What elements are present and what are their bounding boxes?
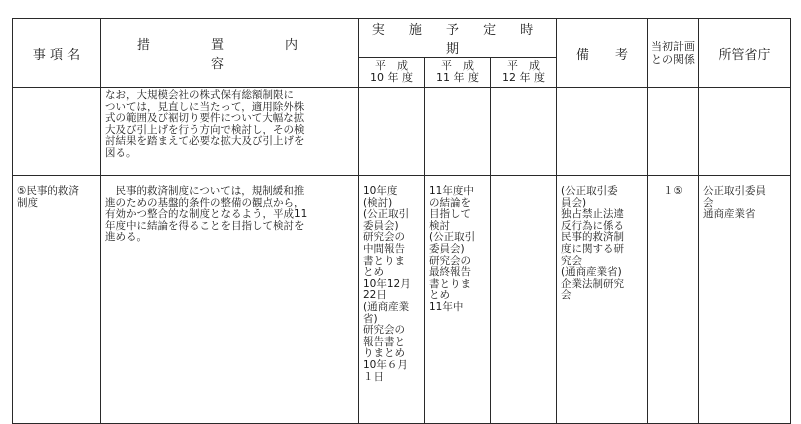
header-year-h12: 平 成 12 年 度	[491, 58, 557, 88]
row2-agency: 公正取引委員 会 通商産業省	[699, 176, 791, 424]
header-schedule: 実 施 予 定 時 期	[359, 19, 557, 58]
row2-h11: 11年度中 の結論を 目指して 検討 (公正取引 委員会) 研究会の 最終報告 書とりま とめ 11年中	[425, 176, 491, 424]
table-row	[13, 88, 791, 176]
row1-remarks	[557, 88, 648, 176]
header-item-name: 事 項 名	[13, 19, 101, 88]
row2-item: ⑤民事的救済 制度	[13, 176, 101, 424]
row1-plan	[648, 88, 699, 176]
row1-item	[13, 88, 101, 176]
header-initial-plan: 当初計画 との関係	[648, 19, 699, 88]
header-measures: 措 置 内 容	[101, 19, 359, 88]
header-agency: 所管省庁	[699, 19, 791, 88]
row2-plan: １⑤	[648, 176, 699, 424]
header-year-h10: 平 成 10 年 度	[359, 58, 425, 88]
row2-h10: 10年度 (検討) (公正取引 委員会) 研究会の 中間報告 書とりま とめ 10年12月 22日 (通商産業 省) 研究会の 報告書と りまとめ 10年６月 １日	[359, 176, 425, 424]
header-year-h11: 平 成 11 年 度	[425, 58, 491, 88]
row2-content: 民事的救済制度については，規制緩和推 進のための基盤的条件の整備の観点から， 有効かつ整合的な制度となるよう，平成11 年度中に結論を得ることを目指して検討を 進める。	[101, 176, 359, 424]
row1-content: なお，大規模会社の株式保有総額制限に ついては，見直しに当たって，適用除外株 式の範囲及び裾切り要件について大幅な拡 大及び引上げを行う方向で検討し，その検 討結果を踏まえて必要な拡大及び引上げを 図る。	[101, 88, 359, 176]
row2-remarks: (公正取引委 員会) 独占禁止法違 反行為に係る 民事的救済制 度に関する研 究会 (通商産業省) 企業法制研究 会	[557, 176, 648, 424]
row1-agency	[699, 88, 791, 176]
row1-h10	[359, 88, 425, 176]
row1-h12	[491, 88, 557, 176]
row2-h12	[491, 176, 557, 424]
header-remarks: 備 考	[557, 19, 648, 88]
measures-table	[12, 18, 791, 424]
row1-h11	[425, 88, 491, 176]
table-row	[13, 176, 791, 424]
